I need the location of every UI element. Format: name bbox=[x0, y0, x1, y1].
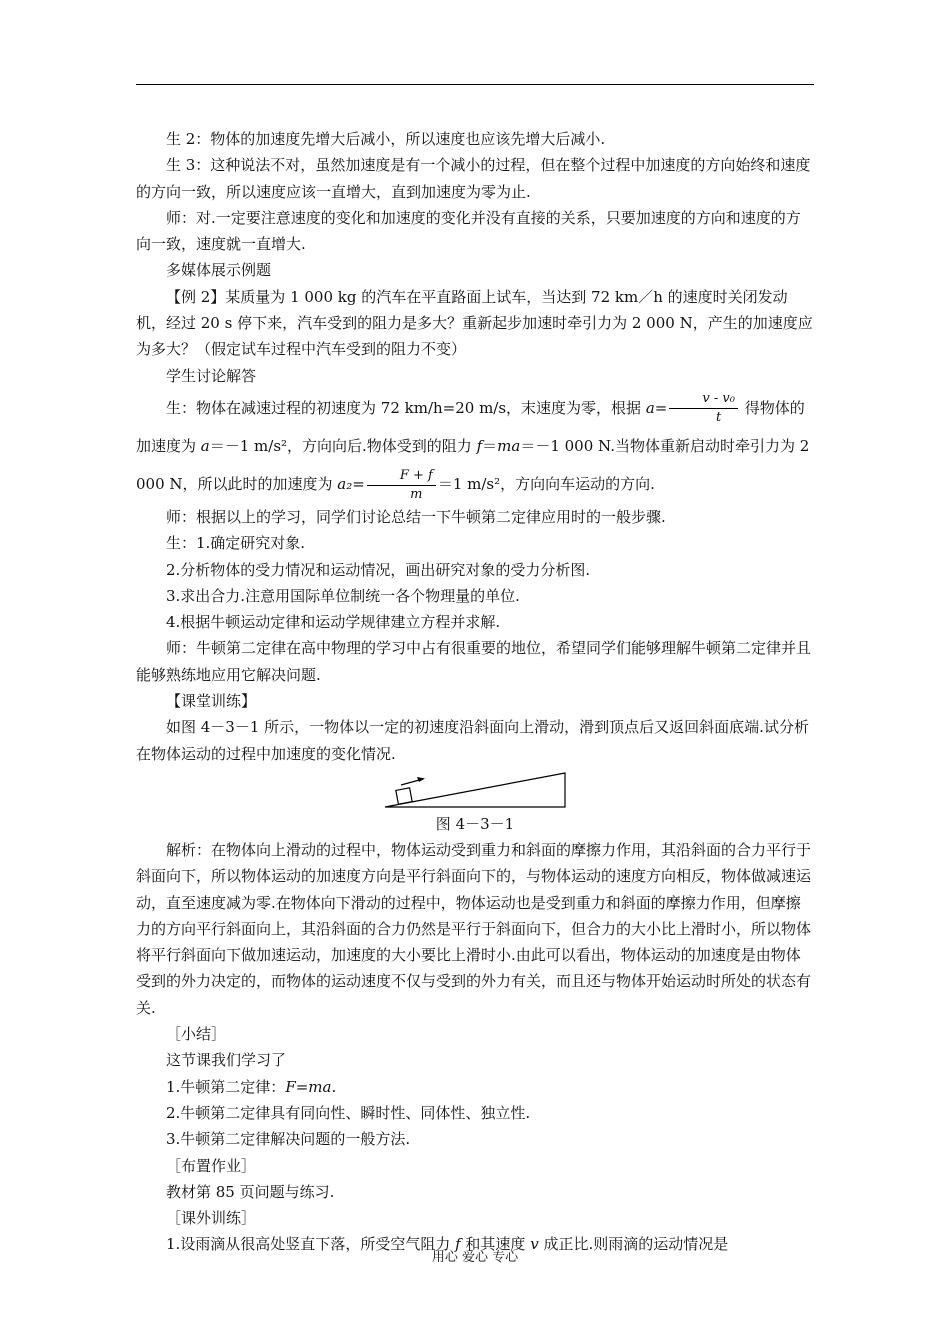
paragraph: 师：根据以上的学习，同学们讨论总结一下牛顿第二定律应用时的一般步骤. bbox=[166, 507, 666, 526]
list-item: 2.牛顿第二定律具有同向性、瞬时性、同体性、独立性. bbox=[166, 1103, 531, 1122]
list-item: 4.根据牛顿运动定律和运动学规律建立方程并求解. bbox=[166, 613, 501, 632]
section-heading: ［布置作业］ bbox=[166, 1156, 257, 1175]
paragraph: 生：1.确定研究对象. bbox=[166, 534, 306, 553]
paragraph: 师：对.一定要注意速度的变化和加速度的变化并没有直接的关系，只要加速度的方向和速度的方向一致，速度就一直增大. bbox=[136, 208, 801, 254]
paragraph: 生 3：这种说法不对，虽然加速度是有一个减小的过程，但在整个过程中加速度的方向始终和速度的方向一致，所以速度应该一直增大，直到加速度为零为止. bbox=[136, 156, 811, 201]
var-a: a bbox=[645, 398, 655, 417]
list-item: 3.求出合力.注意用国际单位制统一各个物理量的单位. bbox=[166, 586, 520, 605]
document-body bbox=[136, 126, 814, 1258]
figure-caption: 图 4－3－1 bbox=[435, 814, 515, 833]
list-item: 3.牛顿第二定律解决问题的一般方法. bbox=[166, 1130, 411, 1149]
analysis-paragraph: 解析：在物体向上滑动的过程中，物体运动受到重力和斜面的摩擦力作用，其沿斜面的合力平行于斜面向下，所以物体运动的加速度方向是平行斜面向下的，与物体运动的速度方向相反，物体做减速运动，直至速度减为零.在物体向下滑动的过程中，物体运动也是受到重力和斜面的摩擦力作用，但摩擦力的方向平行斜面向上，其沿斜面的合力仍然是平行于斜面向下，但合力的大小比上滑时小，所以物体将平行斜面向下做加速运动，加速度的大小要比上滑时小.由此可以看出，物体运动的加速度是由物体受到的外力决定的，而物体的运动速度不仅与受到的外力有关，而且还与物体开始运动时所处的状态有关. bbox=[136, 840, 812, 1017]
page-footer: 用心 爱心 专心 bbox=[431, 1250, 519, 1265]
fraction-force: $\frac{F + f}{m}$ bbox=[367, 467, 436, 504]
section-heading: 【课堂训练】 bbox=[166, 692, 257, 711]
section-heading: ［课外训练］ bbox=[166, 1209, 257, 1228]
section-heading: ［小结］ bbox=[166, 1025, 227, 1044]
paragraph: 如图 4－3－1 所示，一物体以一定的初速度沿斜面向上滑动，滑到顶点后又返回斜面底端.试分析在物体运动的过程中加速度的变化情况. bbox=[136, 718, 809, 763]
paragraph: 这节课我们学习了 bbox=[166, 1051, 287, 1070]
paragraph: 生 2：物体的加速度先增大后减小，所以速度也应该先增大后减小. bbox=[166, 130, 606, 148]
solution-paragraph: 生：物体在减速过程的初速度为 72 km/h=20 m/s，末速度为零，根据 a= $\frac{\text{v - v₀}}{t}$ 得物体的加速度为 a＝－1 m/s²，方向向后.物体受到的阻力 f＝ma＝－1 000 N.当物体重新启动时牵引力为 2 000 N，所以此时的加速度为 a₂= $\frac{F + f}{m}$ ＝1 m/s²，方向向车运动的方向. bbox=[136, 391, 810, 502]
paragraph: 教材第 85 页问题与练习. bbox=[166, 1182, 335, 1201]
paragraph: 学生讨论解答 bbox=[166, 366, 257, 385]
header-rule bbox=[136, 84, 814, 85]
example-paragraph: 【例 2】某质量为 1 000 kg 的汽车在平直路面上试车，当达到 72 km／h 的速度时关闭发动机，经过 20 s 停下来，汽车受到的阻力是多大？重新起步加速时牵引力为 2 000 N，产生的加速度应为多大？（假定试车过程中汽车受到的阻力不变） bbox=[136, 287, 813, 359]
exercise-item: 1.设雨滴从很高处竖直下落，所受空气阻力 f 和其速度 v 成正比.则雨滴的运动情况是 bbox=[166, 1235, 729, 1254]
list-item: 1.牛顿第二定律：F=ma. bbox=[166, 1077, 337, 1096]
incline-figure bbox=[136, 771, 814, 811]
arrow-head bbox=[417, 777, 425, 782]
paragraph: 师：牛顿第二定律在高中物理的学习中占有很重要的地位，希望同学们能够理解牛顿第二定律并且能够熟练地应用它解决问题. bbox=[136, 639, 812, 684]
fraction-acceleration: $\frac{\text{v - v₀}}{t}$ bbox=[669, 390, 738, 427]
incline-diagram bbox=[383, 771, 567, 811]
paragraph: 多媒体展示例题 bbox=[166, 261, 272, 280]
var-a2: a₂ bbox=[337, 475, 353, 494]
block bbox=[396, 788, 412, 804]
list-item: 2.分析物体的受力情况和运动情况，画出研究对象的受力分析图. bbox=[166, 560, 591, 579]
